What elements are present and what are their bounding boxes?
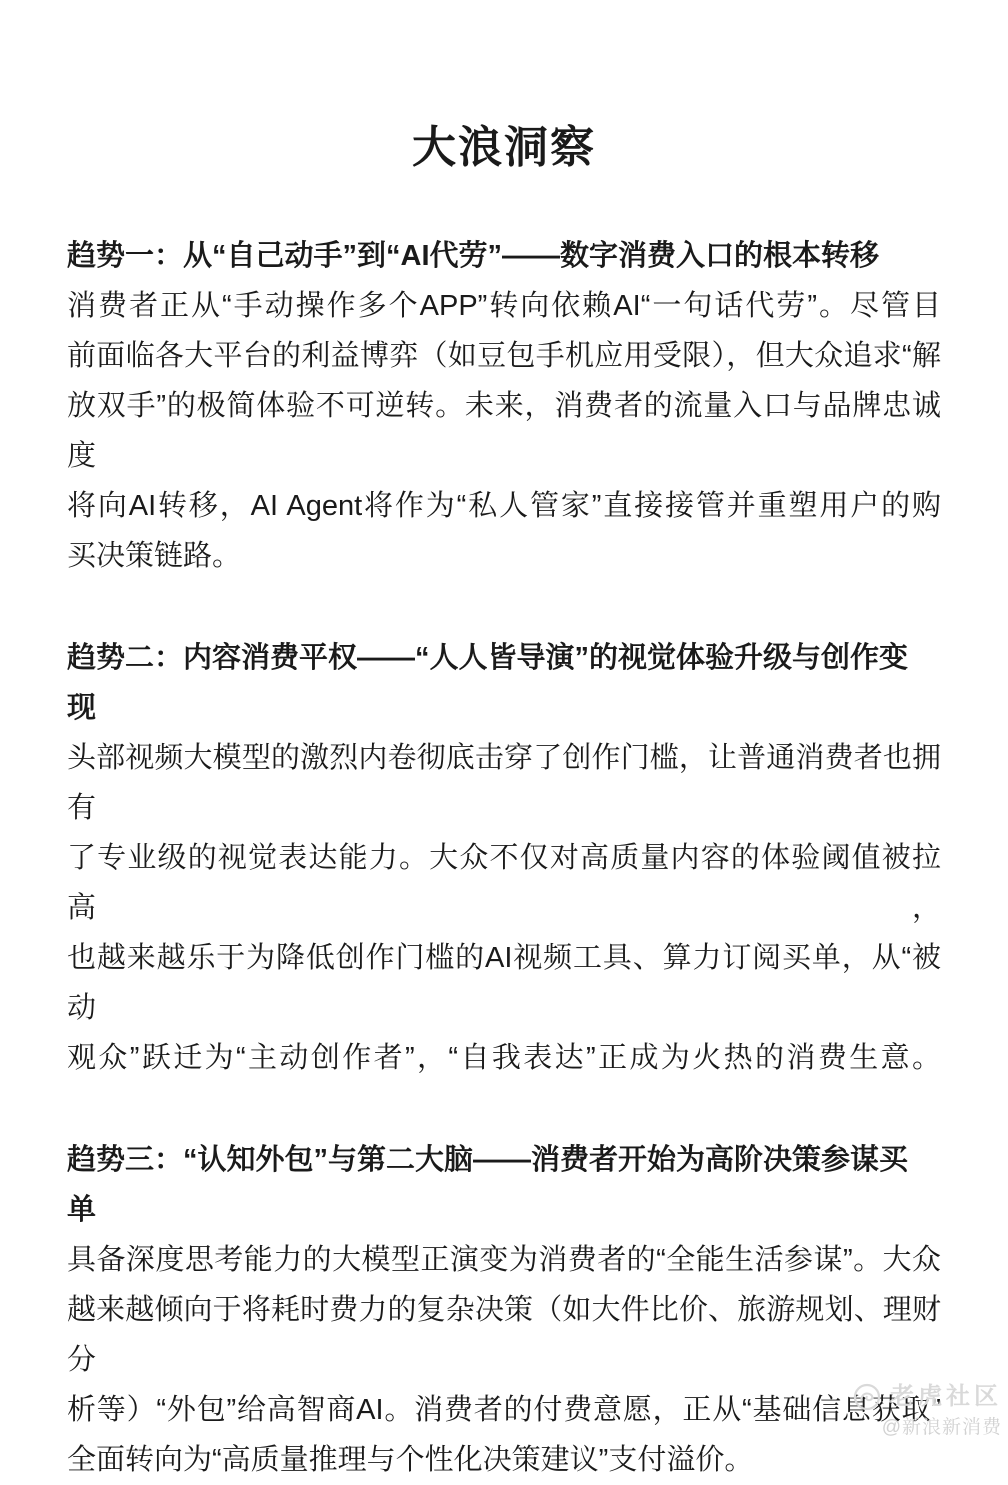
trend-section-2 (67, 633, 941, 1083)
paragraph-line: 全面转向为“高质量推理与个性化决策建议”支付溢价。 (67, 1444, 754, 1476)
article-content (0, 118, 1008, 1485)
paragraph-line: 消费者正从“手动操作多个APP”转向依赖AI“一句话代劳”。尽管目 (67, 290, 941, 322)
paragraph-line: 买决策链路。 (67, 540, 242, 572)
paragraph-line: 观众”跃迁为“主动创作者”，“自我表达”正成为火热的消费生意。 (67, 1042, 941, 1074)
watermark-handle: @新浪新消费 (881, 1417, 1002, 1438)
section-heading-continued: 现 (67, 692, 97, 724)
trend-section-1 (67, 231, 941, 581)
section-heading: 趋势二：内容消费平权——“人人皆导演”的视觉体验升级与创作变 (67, 642, 909, 674)
paragraph-line: 放双手”的极简体验不可逆转。未来，消费者的流量入口与品牌忠诚度 (67, 390, 941, 472)
section-heading-continued: 单 (67, 1194, 97, 1226)
paragraph-line: 也越来越乐于为降低创作门槛的AI视频工具、算力订阅买单，从“被动 (67, 942, 941, 1024)
tiger-logo-icon (853, 1383, 881, 1411)
watermark (853, 1382, 1002, 1441)
paragraph-line: 具备深度思考能力的大模型正演变为消费者的“全能生活参谋”。大众 (67, 1244, 941, 1276)
section-heading: 趋势三：“认知外包”与第二大脑——消费者开始为高阶决策参谋买 (67, 1144, 909, 1176)
paragraph-line: 前面临各大平台的利益博弈（如豆包手机应用受限），但大众追求“解 (67, 340, 941, 372)
section-heading: 趋势一：从“自己动手”到“AI代劳”——数字消费入口的根本转移 (67, 240, 880, 272)
document-page (0, 118, 1008, 1476)
watermark-community: 老虎社区 (890, 1383, 1002, 1410)
paragraph-line: 越来越倾向于将耗时费力的复杂决策（如大件比价、旅游规划、理财分 (67, 1294, 941, 1376)
page-title: 大浪洞察 (412, 123, 596, 172)
paragraph-line: 将向AI转移，AI Agent将作为“私人管家”直接接管并重塑用户的购 (67, 490, 941, 522)
paragraph-line: 析等）“外包”给高智商AI。消费者的付费意愿，正从“基础信息获取” (67, 1394, 941, 1426)
trend-section-3 (67, 1135, 941, 1485)
paragraph-line: 了专业级的视觉表达能力。大众不仅对高质量内容的体验阈值被拉高， (67, 842, 941, 924)
paragraph-line: 头部视频大模型的激烈内卷彻底击穿了创作门槛，让普通消费者也拥有 (67, 742, 941, 824)
